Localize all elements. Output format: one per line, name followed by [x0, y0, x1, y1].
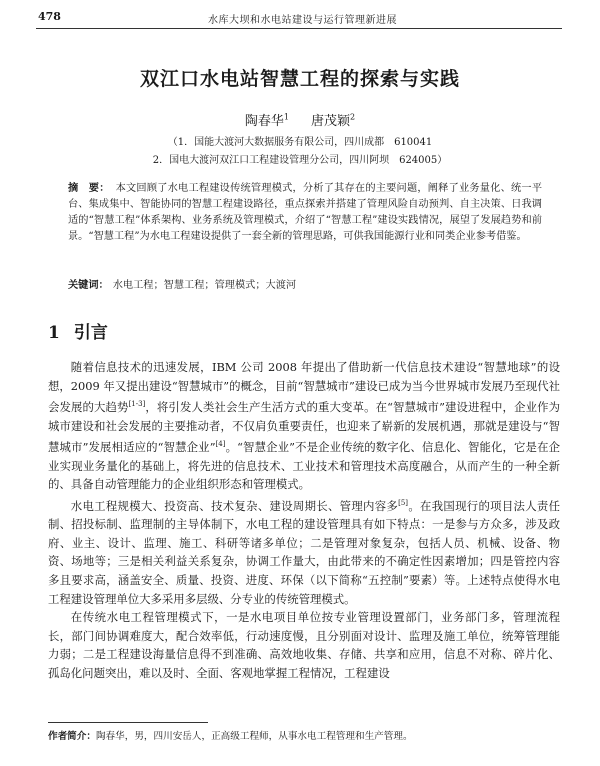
citation: [5]: [398, 498, 409, 507]
footnote-label: 作者简介：: [48, 731, 96, 742]
footnote-divider: [48, 722, 208, 723]
paragraph: 随着信息技术的迅速发展，IBM 公司 2008 年提出了借助新一代信息技术建设“智慧地球”的设想，2009 年又提出建设“智慧城市”的概念，目前“智慧城市”建设已成为当今世界城市发展乃至现代社会发展的大趋势[1-3]，将引发人类社会生产生活方式的重大变革。在“智慧城市”建设进程中，企业作为城市建设和社会发展的主要推动者，不仅肩负重要责任，也迎来了崭新的发展机遇，那就是建设与“智慧城市”发展相适应的“智慧企业”[4]。“智慧企业”不是企业传统的数字化、信息化、智能化，它是在企业实现业务量化的基础上，将先进的信息技术、工业技术和管理技术高度融合，从而产生的一种全新的、具备自动管理能力的企业组织形态和管理模式。: [48, 360, 560, 492]
keywords-label: 关键词：: [68, 279, 109, 291]
author-footnote: [48, 728, 413, 742]
section-heading: [48, 318, 108, 343]
affiliation-line: 2．国电大渡河双江口工程建设管理分公司，四川阿坝 624005）: [152, 155, 448, 166]
keywords-text: 水电工程；智慧工程；管理模式；大渡河: [112, 280, 297, 291]
body-text: [48, 358, 560, 682]
journal-title: 水库大坝和水电站建设与运行管理新进展: [208, 15, 397, 26]
abstract: [68, 180, 542, 245]
header-divider: [36, 28, 562, 29]
author-name: 唐茂颖: [311, 114, 351, 129]
affiliation-line: （1．国能大渡河大数据服务有限公司，四川成都 610041: [167, 137, 433, 148]
section-title: 引言: [73, 323, 108, 343]
paper-title: 双江口水电站智慧工程的探索与实践: [139, 68, 460, 90]
paragraph: 在传统水电工程管理模式下，一是水电项目单位按专业管理设置部门，业务部门多，管理流程长，部门间协调难度大，配合效率低，行动速度慢，且分别面对设计、监理及施工单位，统筹管理能力弱；二是工程建设海量信息得不到准确、高效地收集、存储、共享和应用，信息不对称、碎片化、孤岛化问题突出，难以及时、全面、客观地掌握工程情况，工程建设: [48, 610, 560, 680]
citation: [4]: [215, 440, 226, 449]
paragraph: 水电工程规模大、投资高、技术复杂、建设周期长、管理内容多[5]。在我国现行的项目法人责任制、招投标制、监理制的主导体制下，水电工程的建设管理具有如下特点：一是参与方众多，涉及政府、业主、设计、监理、施工、科研等诸多单位；二是管理对象复杂，包括人员、机械、设备、物资、场地等；三是相关利益关系复杂，协调工作量大，由此带来的不确定性因素增加；四是管控内容多且要求高，涵盖安全、质量、投资、进度、环保（以下简称“五控制”要素）等。上述特点使得水电工程建设管理单位大多采用多层级、分专业的传统管理模式。: [48, 498, 560, 606]
page-number: 478: [38, 10, 61, 23]
author-name: 陶春华: [244, 114, 284, 129]
running-header: [38, 10, 558, 28]
keywords: [68, 276, 542, 291]
footnote-text: 陶春华，男，四川安岳人，正高级工程师，从事水电工程管理和生产管理。: [95, 731, 413, 742]
section-number: 1: [48, 323, 60, 343]
author-affiliation-mark: 1: [283, 112, 289, 122]
abstract-text: 本文回顾了水电工程建设传统管理模式，分析了其存在的主要问题，阐释了业务量化、统一平台、集成集中、智能协同的智慧工程建设路径，重点探索并搭建了管理风险自动预判、自主决策、日我调适的“智慧工程”体系架构、业务系统及管理模式，介绍了“智慧工程”建设实践情况，展望了发展趋势和前景。“智慧工程”为水电工程建设提供了一套全新的管理思路，可供我国能源行业和同类企业参考借鉴。: [68, 183, 543, 242]
author-line: [0, 110, 600, 129]
citation: [1-3]: [128, 400, 146, 409]
abstract-label: 摘 要：: [68, 182, 110, 194]
author-affiliation-mark: 2: [350, 112, 356, 122]
